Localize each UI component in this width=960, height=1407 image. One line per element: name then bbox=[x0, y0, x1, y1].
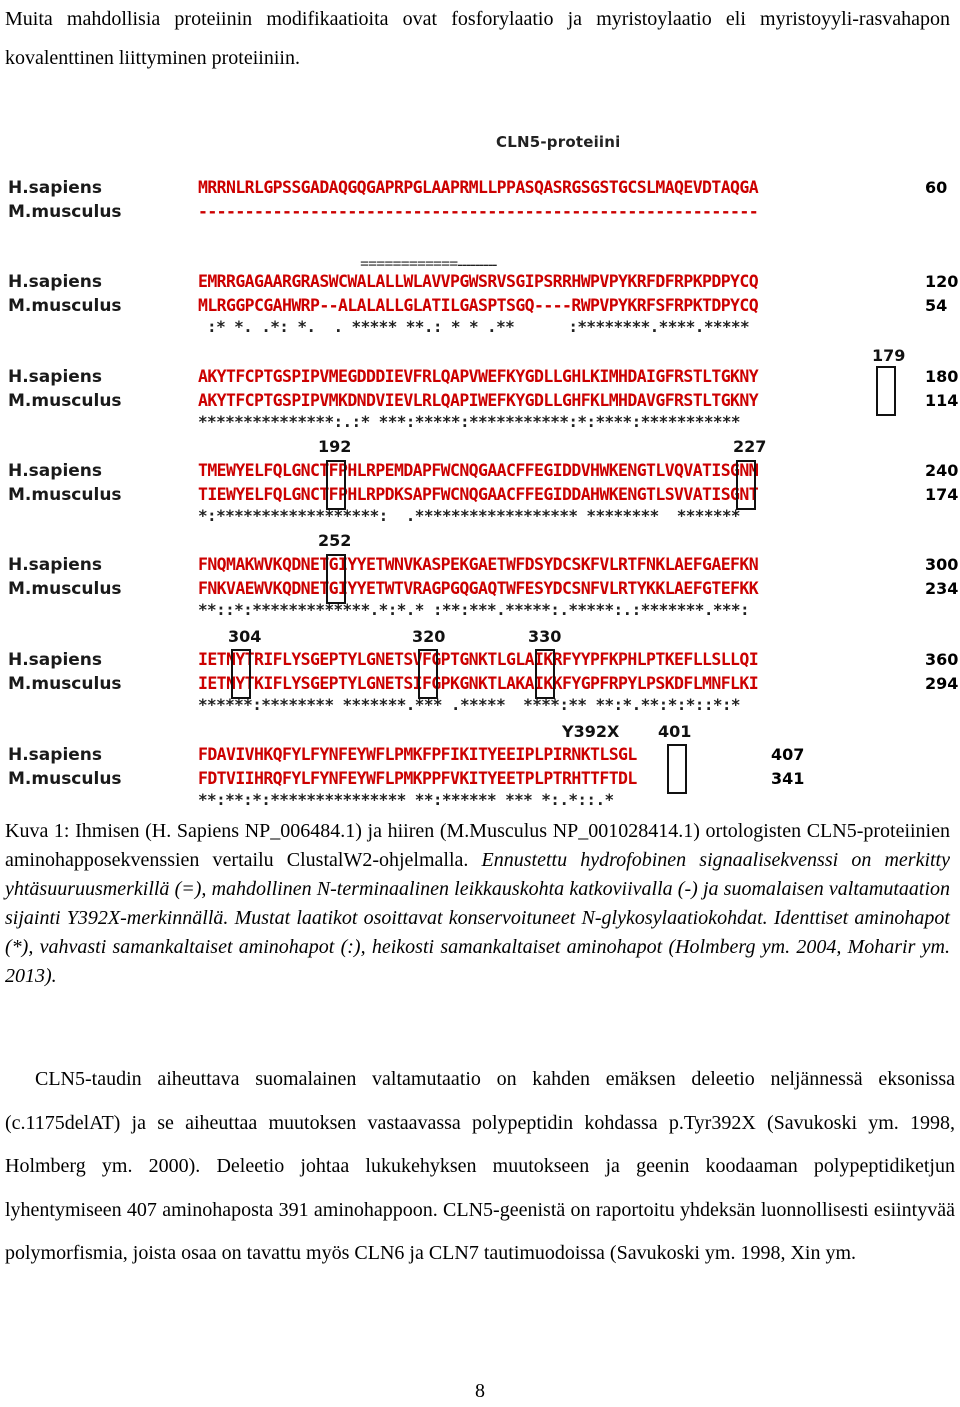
glycosylation-box bbox=[418, 649, 438, 699]
site-label: 192 bbox=[318, 437, 352, 456]
caption-text: Ennustettu hydrofobinen signaalisekvenssi on merkitty yhtäsuuruusmerkillä (=), mahdollinen N-terminaalinen leikkauskohta katkoviivalla (-) ja suomalaisen valtamutaation sijainti Y392X-merkinnällä. Mustat laatikot osoittavat konservoituneet N-glykosylaatiokohdat. Identtiset aminohapot (*), vahvasti samankaltaiset aminohapot (:), heikosti samankaltaiset aminohapot (Holmberg ym. 2004, Moharir ym. 2013). bbox=[5, 849, 950, 987]
position-number: 294 bbox=[925, 674, 959, 693]
glycosylation-box bbox=[736, 460, 756, 510]
sequence-mouse: TIEWYELFQLGNCTFPHLRPDKSAPFWCNQGAACFFEGIDDAHWKENGTLSVVATISGNT bbox=[198, 485, 759, 504]
figure-caption bbox=[5, 817, 950, 991]
conservation-line: *:******************: .****************** ******** ******* bbox=[198, 506, 740, 525]
species-label-mouse: M.musculus bbox=[8, 391, 122, 411]
glycosylation-box bbox=[326, 460, 346, 510]
conservation-line: :* *. .*: *. . ***** **.: * * .** :********.****.***** bbox=[198, 317, 750, 336]
position-number: 300 bbox=[925, 555, 959, 574]
sequence-mouse: IETNYTKIFLYSGEPTYLGNETSIFGPKGNKTLAKAIKKFYGPFRPYLPSKDFLMNFLKI bbox=[198, 674, 759, 693]
alignment-block-7 bbox=[8, 743, 958, 809]
sequence-human: FDAVIVHKQFYLFYNFEYWFLPMKFPFIKITYEEIPLPIRNKTLSGL bbox=[198, 745, 637, 764]
species-label-mouse: M.musculus bbox=[8, 674, 122, 694]
intro-paragraph: Muita mahdollisia proteiinin modifikaatioita ovat fosforylaatio ja myristoylaatio eli myristoyyli-rasvahapon kovalenttinen liittyminen proteiiniin. bbox=[5, 8, 950, 69]
sequence-human: TMEWYELFQLGNCTFPHLRPEMDAPFWCNQGAACFFEGIDDVHWKENGTLVQVATISGNM bbox=[198, 461, 759, 480]
site-label: 330 bbox=[528, 627, 562, 646]
sequence-human: IETNYTRIFLYSGEPTYLGNETSVFGPTGNKTLGLAIKRFYYPFKPHLPTKEFLLSLLQI bbox=[198, 650, 759, 669]
species-label-mouse: M.musculus bbox=[8, 769, 122, 789]
position-number: 341 bbox=[771, 769, 805, 788]
sequence-human: FNQMAKWVKQDNETGIYYETWNVKASPEKGAETWFDSYDCSKFVLRTFNKLAEFGAEFKN bbox=[198, 555, 759, 574]
species-label-human: H.sapiens bbox=[8, 178, 103, 198]
sequence-mouse: MLRGGPCGAHWRP--ALALALLGLATILGASPTSGQ----RWPVPYKRFSFRPKTDPYCQ bbox=[198, 296, 759, 315]
body-paragraph: CLN5-taudin aiheuttava suomalainen valtamutaatio on kahden emäksen deleetio neljännessä eksonissa (c.1175delAT) ja se aiheuttaa muutoksen vastaavassa polypeptidin kohdassa p.Tyr392X (Savukoski ym. 1998, Holmberg ym. 2000). Deleetio johtaa lukukehyksen muutokseen ja geenin koodaaman polypeptidiketjun lyhentymiseen 407 aminohaposta 391 aminohappoon. CLN5-geenistä on raportoitu yhdeksän luonnollisesti esiintyvää polymorfismia, joista osaa on tavattu myös CLN6 ja CLN7 tautimuodoissa (Savukoski ym. 1998, Xin ym. bbox=[5, 1068, 955, 1264]
sequence-mouse: FDTVIIHRQFYLFYNFEYWFLPMKPPFVKITYEETPLPTRHTTFTDL bbox=[198, 769, 637, 788]
alignment-block-4 bbox=[8, 459, 959, 525]
position-number: 407 bbox=[771, 745, 805, 764]
alignment-block-3 bbox=[8, 365, 959, 431]
page-number: 8 bbox=[475, 1380, 485, 1402]
species-label-human: H.sapiens bbox=[8, 272, 103, 292]
species-label-mouse: M.musculus bbox=[8, 579, 122, 599]
position-number: 114 bbox=[925, 391, 959, 410]
site-label: 252 bbox=[318, 531, 352, 550]
species-label-human: H.sapiens bbox=[8, 367, 103, 387]
mutation-label: Y392X bbox=[562, 722, 620, 741]
species-label-human: H.sapiens bbox=[8, 461, 103, 481]
species-label-human: H.sapiens bbox=[8, 650, 103, 670]
glycosylation-box bbox=[231, 649, 251, 699]
species-label-mouse: M.musculus bbox=[8, 296, 122, 316]
species-label-human: H.sapiens bbox=[8, 555, 103, 575]
sequence-human: EMRRGAGAARGRASWCWALALLWLAVVPGWSRVSGIPSRRHWPVPYKRFDFRPKPDPYCQ bbox=[198, 272, 759, 291]
site-label: 227 bbox=[733, 437, 767, 456]
alignment-block-2 bbox=[8, 270, 959, 336]
glycosylation-box bbox=[876, 366, 896, 416]
position-number: 120 bbox=[925, 272, 959, 291]
glycosylation-box bbox=[667, 744, 687, 794]
caption-lead: Kuva 1: Ihmisen (H. Sapiens NP_006484.1) ja hiiren (M.Musculus NP_001028414.1) ortologisten CLN5-proteiinien aminohapposekvenssien vertailu ClustalW2-ohjelmalla. bbox=[5, 820, 950, 871]
alignment-block-6 bbox=[8, 648, 959, 714]
sequence-human: MRRNLRLGPSSGADAQGQGAPRPGLAAPRMLLPPASQASRGSGSTGCSLMAQEVDTAQGA bbox=[198, 178, 759, 197]
glycosylation-box bbox=[535, 649, 555, 699]
site-label: 304 bbox=[228, 627, 262, 646]
position-number: 54 bbox=[925, 296, 948, 315]
position-number: 360 bbox=[925, 650, 959, 669]
signal-sequence-marker: ============--------- bbox=[360, 256, 497, 273]
alignment-block-5 bbox=[8, 553, 959, 619]
conservation-line: **:**:*:*************** **:****** *** *:.*::.* bbox=[198, 790, 614, 809]
sequence-mouse: AKYTFCPTGSPIPVMKDNDVIEVLRLQAPIWEFKYGDLLGHFKLMHDAVGFRSTLTGKNY bbox=[198, 391, 759, 410]
site-label: 401 bbox=[658, 722, 692, 741]
conservation-line: **::*:*************.*:*.* :**:***.*****:.*****:.:*******.***: bbox=[198, 600, 750, 619]
position-number: 180 bbox=[925, 367, 959, 386]
conservation-line: ***************:.:* ***:*****:***********:*:****:*********** bbox=[198, 412, 740, 431]
species-label-human: H.sapiens bbox=[8, 745, 103, 765]
position-number: 240 bbox=[925, 461, 959, 480]
sequence-mouse: FNKVAEWVKQDNETGIYYETWTVRAGPGQGAQTWFESYDCSNFVLRTYKKLAEFGTEFKK bbox=[198, 579, 759, 598]
figure-title: CLN5-proteiini bbox=[496, 133, 621, 151]
species-label-mouse: M.musculus bbox=[8, 202, 122, 222]
position-number: 234 bbox=[925, 579, 959, 598]
sequence-human: AKYTFCPTGSPIPVMEGDDDIEVFRLQAPVWEFKYGDLLGHLKIMHDAIGFRSTLTGKNY bbox=[198, 367, 759, 386]
glycosylation-box bbox=[326, 554, 346, 604]
position-number: 60 bbox=[925, 178, 948, 197]
species-label-mouse: M.musculus bbox=[8, 485, 122, 505]
alignment-block-1 bbox=[8, 176, 958, 224]
site-label: 179 bbox=[872, 346, 906, 365]
position-number: 174 bbox=[925, 485, 959, 504]
conservation-line: ******:******** *******.*** .***** ****:** **:*.**:*:*::*:* bbox=[198, 695, 740, 714]
site-label: 320 bbox=[412, 627, 446, 646]
sequence-mouse: ------------------------------------------------------------ bbox=[198, 202, 759, 221]
